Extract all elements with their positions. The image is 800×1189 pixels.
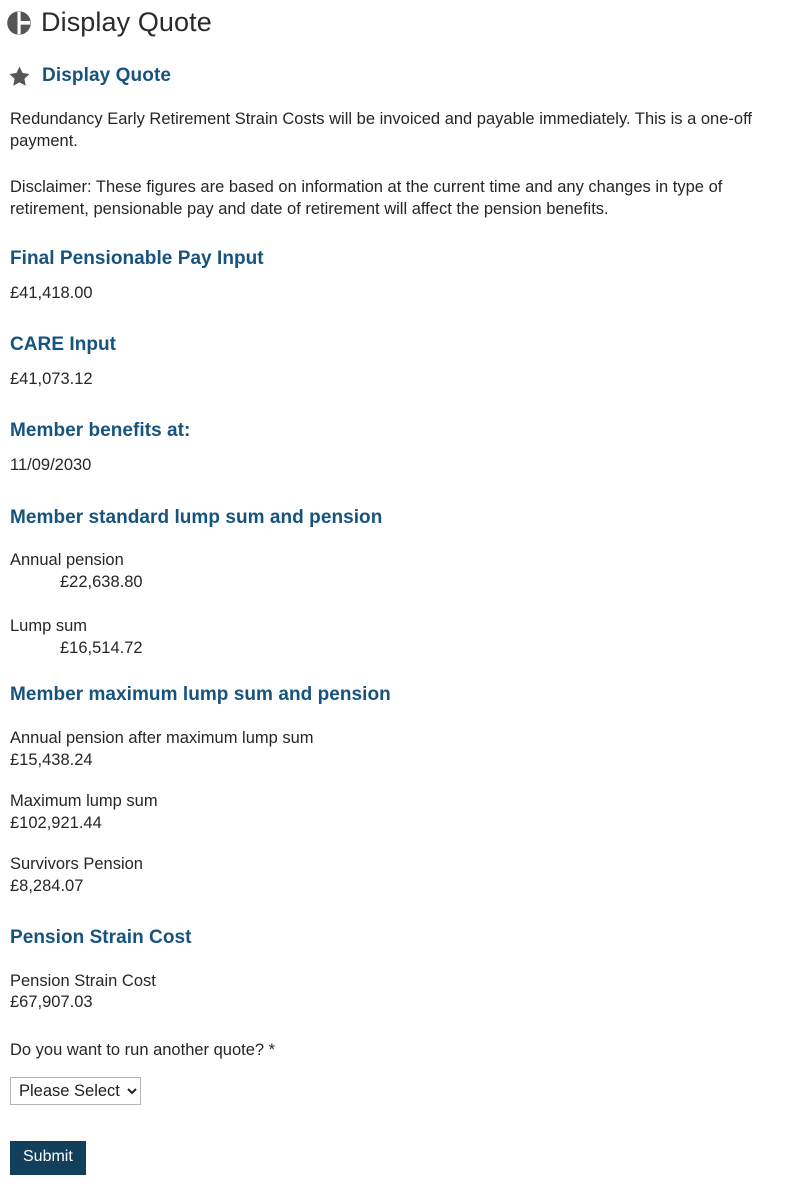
field-value: £8,284.07 xyxy=(10,876,84,895)
field-value: £102,921.44 xyxy=(10,813,102,832)
form-heading xyxy=(0,40,800,89)
question-label: Do you want to run another quote? * xyxy=(10,1041,276,1060)
care-input-value: £41,073.12 xyxy=(10,369,93,388)
field-maximum-lump-sum xyxy=(10,791,790,835)
final-pensionable-pay-value: £41,418.00 xyxy=(10,283,93,302)
run-another-quote-question xyxy=(10,1040,790,1105)
section-title-care-input: CARE Input xyxy=(10,334,117,356)
field-value: £22,638.80 xyxy=(60,573,143,592)
field-annual-pension-after-maximum-lump-sum xyxy=(10,728,790,772)
disclaimer-paragraph: Disclaimer: These figures are based on information at the current time and any changes in type of retirement, pensionable pay and date of retirement will affect the pension benefits. xyxy=(10,177,723,218)
field-label: Pension Strain Cost xyxy=(10,971,156,990)
field-value: £67,907.03 xyxy=(10,993,93,1012)
submit-wrapper xyxy=(10,1141,790,1188)
submit-button[interactable]: Submit xyxy=(10,1141,86,1174)
section-title-member-benefits-at: Member benefits at: xyxy=(10,420,191,442)
intro-paragraph: Redundancy Early Retirement Strain Costs will be invoiced and payable immediately. This is a one-off payment. xyxy=(10,110,752,150)
field-label: Maximum lump sum xyxy=(10,791,158,810)
app-header xyxy=(0,0,800,40)
app-title: Display Quote xyxy=(41,6,212,37)
field-annual-pension xyxy=(10,550,790,594)
field-value: £15,438.24 xyxy=(10,750,93,769)
field-label: Annual pension xyxy=(10,551,124,570)
form-heading-label: Display Quote xyxy=(42,65,172,87)
member-benefits-date-value: 11/09/2030 xyxy=(10,456,92,475)
pie-chart-logo-icon xyxy=(6,10,32,36)
field-label: Annual pension after maximum lump sum xyxy=(10,729,314,748)
run-another-quote-select[interactable] xyxy=(10,1077,141,1105)
select-wrapper xyxy=(10,1077,790,1105)
field-lump-sum xyxy=(10,616,790,660)
field-pension-strain-cost xyxy=(10,971,790,1015)
star-icon xyxy=(7,64,32,89)
field-value: £16,514.72 xyxy=(60,639,143,658)
field-label: Survivors Pension xyxy=(10,854,143,873)
form-content xyxy=(0,109,800,1189)
field-label: Lump sum xyxy=(10,617,88,636)
section-title-final-pensionable-pay: Final Pensionable Pay Input xyxy=(10,247,264,269)
section-title-maximum-lump-sum: Member maximum lump sum and pension xyxy=(10,684,391,706)
field-survivors-pension xyxy=(10,854,790,898)
section-title-standard-lump-sum: Member standard lump sum and pension xyxy=(10,506,383,528)
section-title-pension-strain-cost: Pension Strain Cost xyxy=(10,926,192,948)
